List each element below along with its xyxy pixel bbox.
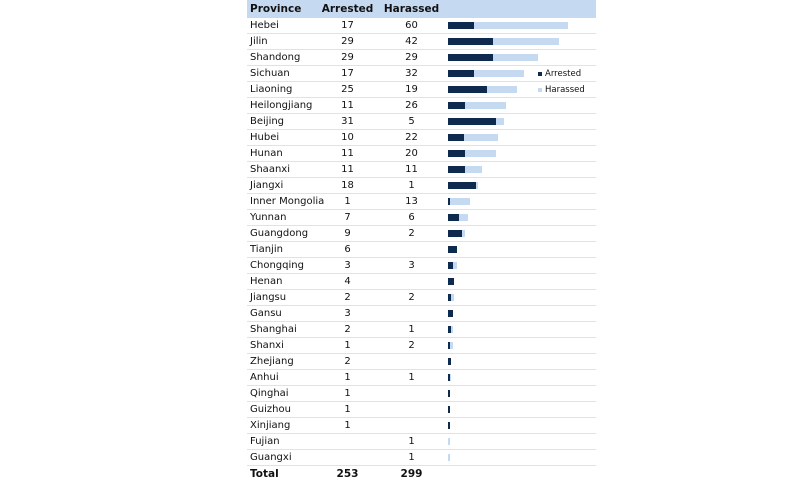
bar-cell [448, 306, 596, 322]
bar-holder [448, 114, 596, 129]
table-row [247, 194, 596, 210]
bar-holder [448, 146, 596, 161]
table-row [247, 146, 596, 162]
arrested-value: 1 [314, 370, 381, 386]
arrested-bar [448, 342, 450, 349]
province-name: Guangdong [247, 226, 314, 242]
table-row [247, 210, 596, 226]
bar-holder [448, 306, 596, 321]
table-row [247, 34, 596, 50]
arrested-value: 11 [314, 162, 381, 178]
legend-label-harassed: Harassed [545, 85, 585, 95]
table-row [247, 418, 596, 434]
total-bar-cell [448, 466, 596, 482]
bar-cell [448, 322, 596, 338]
header-row [247, 0, 596, 18]
harassed-value: 26 [381, 98, 442, 114]
arrested-bar [448, 230, 462, 237]
table-row [247, 386, 596, 402]
province-name: Tianjin [247, 242, 314, 258]
arrested-value: 10 [314, 130, 381, 146]
arrested-value: 1 [314, 386, 381, 402]
arrested-value: 1 [314, 418, 381, 434]
arrested-value: 1 [314, 402, 381, 418]
bar-holder [448, 98, 596, 113]
arrested-bar [448, 406, 450, 413]
harassed-bar [451, 294, 454, 301]
arrested-value: 1 [314, 338, 381, 354]
arrested-bar [448, 134, 464, 141]
harassed-value [381, 402, 442, 418]
province-name: Xinjiang [247, 418, 314, 434]
arrested-value: 29 [314, 34, 381, 50]
table-row [247, 274, 596, 290]
arrested-bar [448, 294, 451, 301]
table-row [247, 162, 596, 178]
harassed-bar [450, 198, 470, 205]
table-row [247, 50, 596, 66]
bar-holder [448, 194, 596, 209]
bar-holder [448, 226, 596, 241]
province-name: Beijing [247, 114, 314, 130]
table-row [247, 114, 596, 130]
arrested-value: 11 [314, 146, 381, 162]
province-header: Province [247, 0, 314, 18]
arrested-bar [448, 278, 454, 285]
bar-holder [448, 18, 596, 33]
bar-cell [448, 258, 596, 274]
table-row [247, 258, 596, 274]
table-row [247, 242, 596, 258]
harassed-value: 60 [381, 18, 442, 34]
arrested-value: 2 [314, 322, 381, 338]
legend-label-arrested: Arrested [545, 69, 581, 79]
arrested-value: 1 [314, 194, 381, 210]
bar-cell [448, 226, 596, 242]
province-name: Liaoning [247, 82, 314, 98]
bar-cell [448, 290, 596, 306]
province-name: Heilongjiang [247, 98, 314, 114]
harassed-bar [453, 262, 458, 269]
bar-cell [448, 34, 596, 50]
harassed-bar [459, 214, 468, 221]
arrested-value [314, 450, 381, 466]
table-row [247, 354, 596, 370]
harassed-bar [474, 22, 567, 29]
bar-cell [448, 402, 596, 418]
bar-holder [448, 242, 596, 257]
arrested-value: 3 [314, 306, 381, 322]
bar-holder [448, 322, 596, 337]
harassed-bar [464, 134, 498, 141]
arrested-value: 3 [314, 258, 381, 274]
table-row [247, 434, 596, 450]
province-name: Anhui [247, 370, 314, 386]
bar-holder [448, 370, 596, 385]
bar-holder [448, 338, 596, 353]
province-name: Henan [247, 274, 314, 290]
harassed-bar [450, 342, 453, 349]
bar-cell [448, 130, 596, 146]
bar-cell [448, 354, 596, 370]
arrested-value: 29 [314, 50, 381, 66]
bar-cell [448, 274, 596, 290]
arrested-header: Arrested [314, 0, 381, 18]
arrested-bar [448, 246, 457, 253]
harassed-bar [487, 86, 517, 93]
province-name: Shandong [247, 50, 314, 66]
bar-cell [448, 50, 596, 66]
bar-holder [448, 402, 596, 417]
province-name: Zhejiang [247, 354, 314, 370]
harassed-bar [493, 38, 558, 45]
harassed-value: 5 [381, 114, 442, 130]
total-row [247, 466, 596, 482]
legend-item-arrested [538, 66, 585, 82]
harassed-value: 11 [381, 162, 442, 178]
bar-holder [448, 386, 596, 401]
bar-cell [448, 178, 596, 194]
harassed-value: 19 [381, 82, 442, 98]
legend-swatch-harassed [538, 88, 542, 92]
bar-holder [448, 434, 596, 449]
total-arrested: 253 [314, 466, 381, 482]
arrested-value: 25 [314, 82, 381, 98]
arrested-value: 9 [314, 226, 381, 242]
harassed-value [381, 354, 442, 370]
table-row [247, 306, 596, 322]
table-row [247, 290, 596, 306]
bar-cell [448, 450, 596, 466]
arrested-bar [448, 310, 453, 317]
bar-cell [448, 386, 596, 402]
harassed-value: 22 [381, 130, 442, 146]
bar-holder [448, 162, 596, 177]
bar-cell [448, 146, 596, 162]
harassed-bar [496, 118, 504, 125]
arrested-value: 2 [314, 290, 381, 306]
harassed-value: 42 [381, 34, 442, 50]
province-name: Jiangxi [247, 178, 314, 194]
arrested-bar [448, 102, 465, 109]
harassed-header: Harassed [381, 0, 442, 18]
arrested-bar [448, 38, 493, 45]
bar-holder [448, 290, 596, 305]
arrested-value: 17 [314, 66, 381, 82]
table-row [247, 226, 596, 242]
legend-item-harassed [538, 82, 585, 98]
harassed-value: 1 [381, 178, 442, 194]
province-name: Gansu [247, 306, 314, 322]
table-row [247, 178, 596, 194]
harassed-value: 1 [381, 450, 442, 466]
harassed-value [381, 242, 442, 258]
harassed-value: 2 [381, 226, 442, 242]
arrested-bar [448, 374, 450, 381]
bar-holder [448, 354, 596, 369]
bar-cell [448, 98, 596, 114]
bar-cell [448, 418, 596, 434]
arrested-value: 2 [314, 354, 381, 370]
arrested-value: 31 [314, 114, 381, 130]
bar-cell [448, 162, 596, 178]
bar-cell [448, 338, 596, 354]
province-name: Fujian [247, 434, 314, 450]
arrested-value: 17 [314, 18, 381, 34]
harassed-value [381, 306, 442, 322]
harassed-bar [465, 150, 496, 157]
province-name: Guizhou [247, 402, 314, 418]
arrested-bar [448, 214, 459, 221]
table-row [247, 402, 596, 418]
arrested-bar [448, 86, 487, 93]
bar-holder [448, 178, 596, 193]
bar-cell [448, 210, 596, 226]
bar-cell [448, 370, 596, 386]
bar-holder [448, 274, 596, 289]
arrested-bar [448, 70, 474, 77]
arrested-bar [448, 118, 496, 125]
harassed-value: 13 [381, 194, 442, 210]
province-name: Hebei [247, 18, 314, 34]
arrested-value: 11 [314, 98, 381, 114]
harassed-value: 1 [381, 322, 442, 338]
arrested-value [314, 434, 381, 450]
province-name: Sichuan [247, 66, 314, 82]
legend-swatch-arrested [538, 72, 542, 76]
bar-holder [448, 210, 596, 225]
bar-cell [448, 18, 596, 34]
arrested-bar [448, 150, 465, 157]
bar-cell [448, 194, 596, 210]
province-name: Jiangsu [247, 290, 314, 306]
table-row [247, 130, 596, 146]
table-row [247, 98, 596, 114]
province-name: Chongqing [247, 258, 314, 274]
harassed-value: 3 [381, 258, 442, 274]
arrested-bar [448, 390, 450, 397]
province-name: Shanghai [247, 322, 314, 338]
table-row [247, 450, 596, 466]
harassed-value [381, 274, 442, 290]
arrested-value: 7 [314, 210, 381, 226]
bar-cell [448, 434, 596, 450]
harassed-value: 29 [381, 50, 442, 66]
harassed-bar [450, 374, 452, 381]
harassed-bar [448, 438, 450, 445]
arrested-bar [448, 326, 451, 333]
arrested-bar [448, 22, 474, 29]
table-row [247, 370, 596, 386]
arrested-bar [448, 198, 450, 205]
bar-header [448, 0, 596, 18]
harassed-value [381, 418, 442, 434]
harassed-value: 32 [381, 66, 442, 82]
table-row [247, 338, 596, 354]
harassed-bar [462, 230, 465, 237]
arrested-value: 6 [314, 242, 381, 258]
bar-holder [448, 418, 596, 433]
arrested-bar [448, 358, 451, 365]
total-label: Total [247, 466, 314, 482]
bar-cell [448, 114, 596, 130]
arrested-value: 4 [314, 274, 381, 290]
province-name: Hubei [247, 130, 314, 146]
province-name: Jilin [247, 34, 314, 50]
harassed-bar [451, 326, 453, 333]
legend [538, 66, 585, 98]
harassed-value: 2 [381, 290, 442, 306]
harassed-bar [465, 102, 506, 109]
bar-cell [448, 242, 596, 258]
harassed-value: 2 [381, 338, 442, 354]
harassed-value [381, 386, 442, 402]
bar-holder [448, 34, 596, 49]
harassed-bar [493, 54, 538, 61]
harassed-value: 20 [381, 146, 442, 162]
province-name: Yunnan [247, 210, 314, 226]
total-harassed: 299 [381, 466, 442, 482]
harassed-value: 6 [381, 210, 442, 226]
arrested-bar [448, 422, 450, 429]
harassed-value: 1 [381, 370, 442, 386]
province-name: Guangxi [247, 450, 314, 466]
arrested-bar [448, 182, 476, 189]
province-name: Shanxi [247, 338, 314, 354]
table-row [247, 322, 596, 338]
arrested-bar [448, 262, 453, 269]
arrested-bar [448, 54, 493, 61]
bar-holder [448, 130, 596, 145]
harassed-bar [465, 166, 482, 173]
harassed-bar [448, 454, 450, 461]
province-name: Hunan [247, 146, 314, 162]
harassed-bar [474, 70, 524, 77]
table-row [247, 18, 596, 34]
harassed-bar [476, 182, 478, 189]
arrested-bar [448, 166, 465, 173]
province-name: Shaanxi [247, 162, 314, 178]
bar-holder [448, 50, 596, 65]
harassed-value: 1 [381, 434, 442, 450]
arrested-value: 18 [314, 178, 381, 194]
province-name: Inner Mongolia [247, 194, 314, 210]
bar-holder [448, 258, 596, 273]
bar-holder [448, 450, 596, 465]
province-name: Qinghai [247, 386, 314, 402]
